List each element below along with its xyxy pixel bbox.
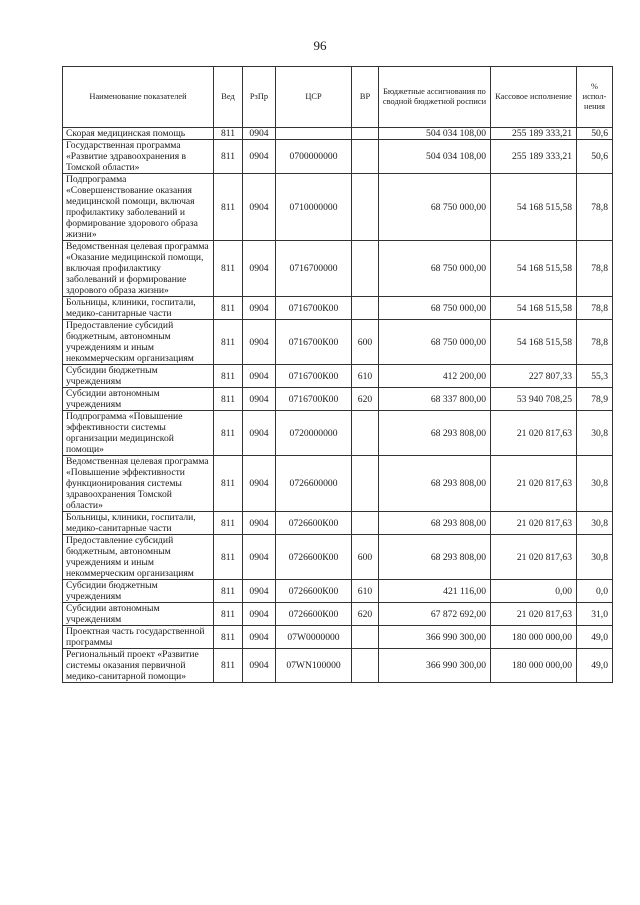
cell-cash: 255 189 333,21	[491, 128, 577, 140]
cell-csr: 07WN100000	[276, 649, 352, 683]
cell-name: Предоставление субсидий бюджетным, автономным учреждениям и иным некоммерческим организациям	[63, 535, 214, 580]
cell-rzpr: 0904	[243, 626, 276, 649]
cell-vr	[352, 241, 379, 297]
cell-pct: 50,6	[577, 128, 613, 140]
cell-budget: 68 750 000,00	[379, 174, 491, 241]
table-row	[63, 128, 613, 140]
cell-ved: 811	[214, 174, 243, 241]
cell-vr: 620	[352, 388, 379, 411]
cell-pct: 30,8	[577, 535, 613, 580]
table-header-row	[63, 67, 613, 128]
cell-csr: 0710000000	[276, 174, 352, 241]
cell-cash: 21 020 817,63	[491, 603, 577, 626]
table-row	[63, 535, 613, 580]
cell-name: Подпрограмма «Совершенствование оказания медицинской помощи, включая профилактику заболеваний и формирование здорового образа жизни»	[63, 174, 214, 241]
cell-pct: 78,8	[577, 320, 613, 365]
cell-rzpr: 0904	[243, 320, 276, 365]
cell-pct: 55,3	[577, 365, 613, 388]
page-number: 96	[313, 38, 327, 53]
cell-vr	[352, 140, 379, 174]
cell-cash: 21 020 817,63	[491, 535, 577, 580]
table-row	[63, 411, 613, 456]
cell-pct: 30,8	[577, 411, 613, 456]
cell-name: Субсидии автономным учреждениям	[63, 388, 214, 411]
cell-rzpr: 0904	[243, 297, 276, 320]
cell-budget: 68 750 000,00	[379, 320, 491, 365]
cell-budget: 68 293 808,00	[379, 456, 491, 512]
cell-name: Предоставление субсидий бюджетным, автономным учреждениям и иным некоммерческим организациям	[63, 320, 214, 365]
cell-csr: 0726600000	[276, 456, 352, 512]
cell-pct: 78,9	[577, 388, 613, 411]
cell-cash: 180 000 000,00	[491, 626, 577, 649]
cell-name: Субсидии автономным учреждениям	[63, 603, 214, 626]
cell-vr: 620	[352, 603, 379, 626]
cell-ved: 811	[214, 535, 243, 580]
cell-budget: 67 872 692,00	[379, 603, 491, 626]
cell-name: Субсидии бюджетным учреждениям	[63, 365, 214, 388]
cell-ved: 811	[214, 456, 243, 512]
cell-cash: 21 020 817,63	[491, 512, 577, 535]
header-csr: ЦСР	[276, 67, 352, 128]
cell-rzpr: 0904	[243, 603, 276, 626]
cell-rzpr: 0904	[243, 174, 276, 241]
cell-budget: 68 750 000,00	[379, 241, 491, 297]
cell-ved: 811	[214, 649, 243, 683]
cell-ved: 811	[214, 626, 243, 649]
table-row	[63, 241, 613, 297]
cell-vr	[352, 649, 379, 683]
cell-name: Государственная программа «Развитие здравоохранения в Томской области»	[63, 140, 214, 174]
cell-ved: 811	[214, 388, 243, 411]
cell-csr: 0716700К00	[276, 297, 352, 320]
cell-vr	[352, 174, 379, 241]
header-vr: ВР	[352, 67, 379, 128]
table-row	[63, 297, 613, 320]
cell-ved: 811	[214, 512, 243, 535]
cell-pct: 31,0	[577, 603, 613, 626]
header-name: Наименование показателей	[63, 67, 214, 128]
cell-cash: 21 020 817,63	[491, 411, 577, 456]
cell-vr: 610	[352, 580, 379, 603]
cell-rzpr: 0904	[243, 411, 276, 456]
cell-csr: 0716700К00	[276, 365, 352, 388]
cell-name: Ведомственная целевая программа «Оказание медицинской помощи, включая профилактику заболеваний и формирование здорового образа жизни»	[63, 241, 214, 297]
table-row	[63, 512, 613, 535]
cell-csr	[276, 128, 352, 140]
table-body	[63, 128, 613, 683]
cell-vr: 600	[352, 535, 379, 580]
cell-cash: 54 168 515,58	[491, 320, 577, 365]
cell-name: Больницы, клиники, госпитали, медико-санитарные части	[63, 512, 214, 535]
cell-cash: 54 168 515,58	[491, 241, 577, 297]
cell-vr	[352, 512, 379, 535]
cell-budget: 504 034 108,00	[379, 128, 491, 140]
cell-csr: 0716700000	[276, 241, 352, 297]
cell-budget: 421 116,00	[379, 580, 491, 603]
cell-name: Скорая медицинская помощь	[63, 128, 214, 140]
cell-csr: 0720000000	[276, 411, 352, 456]
cell-rzpr: 0904	[243, 388, 276, 411]
cell-name: Региональный проект «Развитие системы оказания первичной медико-санитарной помощи»	[63, 649, 214, 683]
header-ved: Вед	[214, 67, 243, 128]
cell-rzpr: 0904	[243, 128, 276, 140]
table-row	[63, 140, 613, 174]
cell-ved: 811	[214, 411, 243, 456]
cell-name: Ведомственная целевая программа «Повышение эффективности функционирования системы здравоохранения Томской области»	[63, 456, 214, 512]
cell-name: Субсидии бюджетным учреждениям	[63, 580, 214, 603]
cell-ved: 811	[214, 365, 243, 388]
cell-budget: 68 750 000,00	[379, 297, 491, 320]
cell-csr: 0716700К00	[276, 320, 352, 365]
table-row	[63, 649, 613, 683]
cell-vr	[352, 411, 379, 456]
cell-vr: 600	[352, 320, 379, 365]
cell-rzpr: 0904	[243, 456, 276, 512]
cell-csr: 0716700К00	[276, 388, 352, 411]
budget-execution-table	[62, 66, 613, 683]
table-row	[63, 388, 613, 411]
cell-budget: 366 990 300,00	[379, 649, 491, 683]
cell-cash: 21 020 817,63	[491, 456, 577, 512]
cell-pct: 30,8	[577, 512, 613, 535]
cell-csr: 0726600К00	[276, 603, 352, 626]
cell-vr	[352, 297, 379, 320]
header-cash: Кассовое исполнение	[491, 67, 577, 128]
cell-budget: 68 337 800,00	[379, 388, 491, 411]
cell-rzpr: 0904	[243, 365, 276, 388]
table-row	[63, 174, 613, 241]
cell-rzpr: 0904	[243, 535, 276, 580]
cell-budget: 366 990 300,00	[379, 626, 491, 649]
cell-ved: 811	[214, 320, 243, 365]
cell-csr: 0726600К00	[276, 512, 352, 535]
cell-vr	[352, 456, 379, 512]
cell-cash: 53 940 708,25	[491, 388, 577, 411]
cell-pct: 78,8	[577, 174, 613, 241]
cell-cash: 0,00	[491, 580, 577, 603]
cell-vr	[352, 626, 379, 649]
cell-budget: 504 034 108,00	[379, 140, 491, 174]
cell-rzpr: 0904	[243, 649, 276, 683]
cell-cash: 255 189 333,21	[491, 140, 577, 174]
cell-pct: 30,8	[577, 456, 613, 512]
cell-cash: 180 000 000,00	[491, 649, 577, 683]
cell-csr: 07W0000000	[276, 626, 352, 649]
cell-ved: 811	[214, 603, 243, 626]
cell-ved: 811	[214, 241, 243, 297]
table-row	[63, 603, 613, 626]
cell-ved: 811	[214, 297, 243, 320]
cell-budget: 68 293 808,00	[379, 512, 491, 535]
cell-name: Проектная часть государственной программы	[63, 626, 214, 649]
table-row	[63, 320, 613, 365]
table-row	[63, 456, 613, 512]
cell-pct: 50,6	[577, 140, 613, 174]
cell-pct: 78,8	[577, 241, 613, 297]
cell-name: Подпрограмма «Повышение эффективности системы организации медицинской помощи»	[63, 411, 214, 456]
header-pct: % испол-нения	[577, 67, 613, 128]
cell-csr: 0700000000	[276, 140, 352, 174]
cell-csr: 0726600К00	[276, 535, 352, 580]
cell-budget: 412 200,00	[379, 365, 491, 388]
cell-rzpr: 0904	[243, 140, 276, 174]
cell-vr: 610	[352, 365, 379, 388]
cell-name: Больницы, клиники, госпитали, медико-санитарные части	[63, 297, 214, 320]
cell-ved: 811	[214, 128, 243, 140]
cell-cash: 54 168 515,58	[491, 174, 577, 241]
cell-cash: 54 168 515,58	[491, 297, 577, 320]
cell-rzpr: 0904	[243, 241, 276, 297]
cell-rzpr: 0904	[243, 512, 276, 535]
cell-budget: 68 293 808,00	[379, 535, 491, 580]
cell-pct: 78,8	[577, 297, 613, 320]
cell-cash: 227 807,33	[491, 365, 577, 388]
cell-csr: 0726600К00	[276, 580, 352, 603]
table-row	[63, 580, 613, 603]
cell-ved: 811	[214, 580, 243, 603]
cell-budget: 68 293 808,00	[379, 411, 491, 456]
cell-rzpr: 0904	[243, 580, 276, 603]
table-row	[63, 365, 613, 388]
cell-pct: 49,0	[577, 626, 613, 649]
cell-ved: 811	[214, 140, 243, 174]
cell-vr	[352, 128, 379, 140]
table-row	[63, 626, 613, 649]
header-budget: Бюджетные ассигнования по сводной бюджетной росписи	[379, 67, 491, 128]
header-rzpr: РзПр	[243, 67, 276, 128]
cell-pct: 49,0	[577, 649, 613, 683]
cell-pct: 0,0	[577, 580, 613, 603]
